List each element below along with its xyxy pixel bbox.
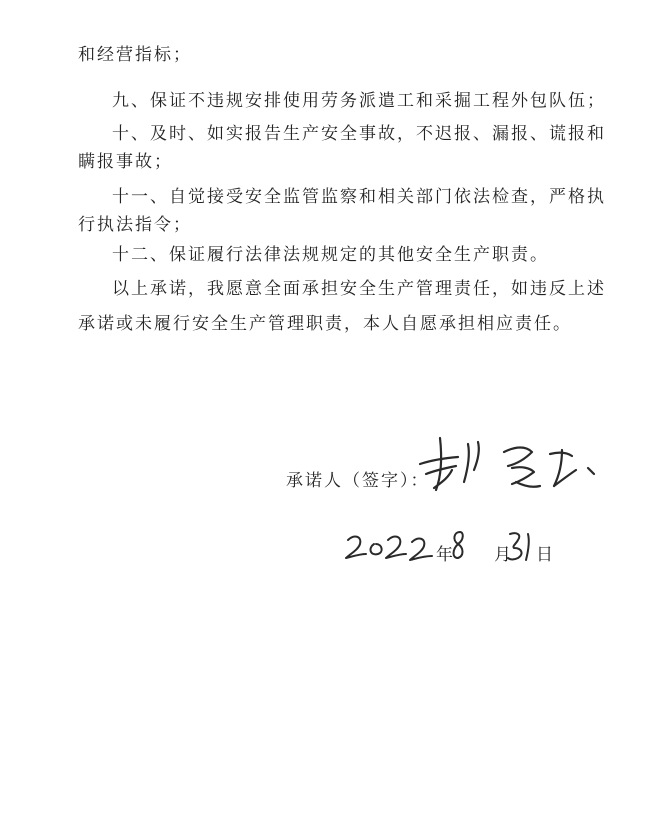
text-line-9: 承诺或未履行安全生产管理职责，本人自愿承担相应责任。 [78, 314, 572, 334]
date-year-unit: 年 [436, 545, 453, 565]
text-line-2: 九、保证不违规安排使用劳务派遣工和采掘工程外包队伍； [112, 91, 606, 111]
text-line-4: 瞒报事故； [78, 152, 173, 172]
date-month-unit: 月 [494, 545, 511, 565]
text-line-6: 行执法指令； [78, 215, 192, 235]
text-line-3: 十、及时、如实报告生产安全事故，不迟报、漏报、谎报和 [112, 124, 606, 144]
date-day-unit: 日 [536, 545, 553, 565]
text-line-8: 以上承诺，我愿意全面承担安全生产管理责任，如违反上述 [112, 279, 606, 299]
text-line-7: 十二、保证履行法律法规规定的其他安全生产职责。 [112, 245, 549, 265]
handwritten-signature [412, 430, 602, 500]
signature-label: 承诺人（签字）： [286, 471, 430, 491]
text-line-1: 和经营指标； [78, 45, 192, 65]
text-line-5: 十一、自觉接受安全监管监察和相关部门依法检查，严格执 [112, 187, 606, 207]
